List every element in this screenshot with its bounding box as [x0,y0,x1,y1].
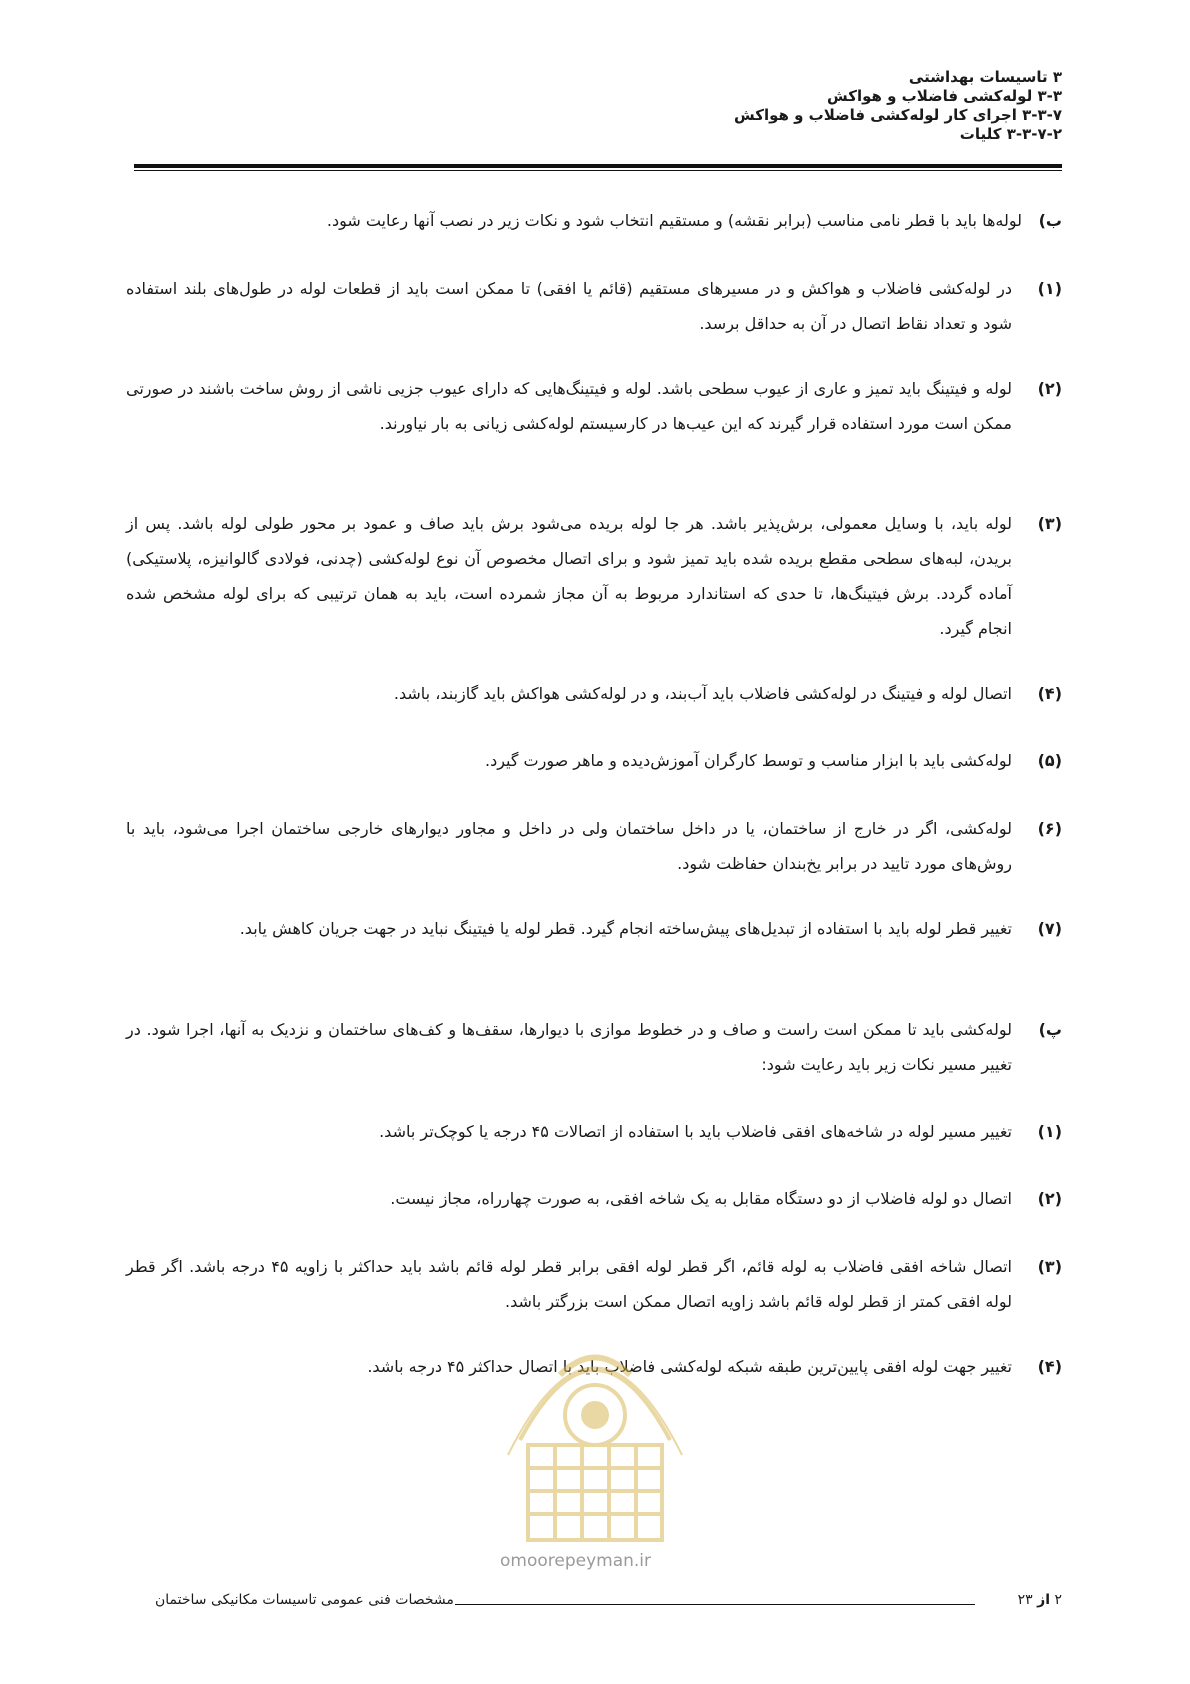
paragraph-text: اتصال لوله و فیتینگ در لوله‌کشی فاضلاب باید آب‌بند، و در لوله‌کشی هواکش باید گازبند، باشد. [393,684,1012,703]
paragraph-text: لوله باید، با وسایل معمولی، برش‌پذیر باشد. هر جا لوله بریده می‌شود برش باید صاف و عمود بر محور طولی لوله باشد. پس از بریدن، لبه‌های سطحی مقطع بریده شده باید تمیز شود و برای اتصال مخصوص آن نوع لوله‌کشی (چدنی، فولادی گالوانیزه، پلاستیکی) آماده گردد. برش فیتینگ‌ها، تا حدی که استاندارد مربوط به آن مجاز شمرده است، باید به همان ترتیبی که برای لوله مشخص شده انجام گیرد. [126,514,1012,638]
paragraph-number: (۵) [1037,751,1062,770]
header-rule-thick [134,164,1062,168]
paragraph-b [200,203,1062,238]
paragraph-number: (۴) [1037,1357,1062,1376]
header-chapter: ۳ تاسیسات بهداشتی [908,68,1062,86]
header-section: ۳-۳ لوله‌کشی فاضلاب و هواکش [827,87,1062,105]
paragraph-text: لوله‌کشی، اگر در خارج از ساختمان، یا در داخل ساختمان ولی در داخل و مجاور دیوارهای خارجی ساختمان اجرا می‌شود، باید با روش‌های مورد تایید در برابر یخ‌بندان حفاظت شود. [126,819,1012,873]
paragraph-number: پ) [1038,1020,1062,1039]
paragraph-number: (۱) [1037,279,1062,298]
page-current: ۲ [1054,1592,1062,1608]
paragraph-text: در لوله‌کشی فاضلاب و هواکش و در مسیرهای مستقیم (قائم یا افقی) تا ممکن است باید از قطعات لوله در طول‌های بلند استفاده شود و تعداد نقاط اتصال در آن به حداقل برسد. [126,279,1012,333]
footer-page-number [1018,1592,1062,1608]
paragraph-text: اتصال شاخه افقی فاضلاب به لوله قائم، اگر قطر لوله افقی برابر قطر لوله قائم باشد باید حداکثر با زاویه ۴۵ درجه باشد. اگر قطر لوله افقی کمتر از قطر لوله قائم باشد زاویه اتصال ممکن است بزرگتر باشد. [126,1257,1012,1311]
list-item-b-6 [126,811,1062,881]
page-total: ۲۳ [1017,1592,1033,1608]
paragraph-text: لوله‌کشی باید با ابزار مناسب و توسط کارگران آموزش‌دیده و ماهر صورت گیرد. [484,751,1012,770]
paragraph-number: (۳) [1037,1257,1062,1276]
paragraph-text: تغییر جهت لوله افقی پایین‌ترین طبقه شبکه لوله‌کشی فاضلاب باید با اتصال حداکثر ۴۵ درجه باشد. [367,1357,1012,1376]
paragraph-text: تغییر مسیر لوله در شاخه‌های افقی فاضلاب باید با استفاده از اتصالات ۴۵ درجه یا کوچک‌تر باشد. [379,1122,1012,1141]
list-item-b-2 [126,371,1062,441]
footer-document-title: مشخصات فنی عمومی تاسیسات مکانیکی ساختمان [155,1592,454,1608]
list-item-b-1 [126,271,1062,341]
paragraph-number: (۶) [1037,819,1062,838]
page-of-label: از [1037,1592,1051,1608]
paragraph-text: تغییر قطر لوله باید با استفاده از تبدیل‌های پیش‌ساخته انجام گیرد. قطر لوله یا فیتینگ نباید در جهت جریان کاهش یابد. [239,919,1012,938]
list-item-p-3 [126,1249,1062,1319]
paragraph-number: (۴) [1037,684,1062,703]
list-item-b-3 [126,506,1062,646]
header-rule-thin [134,170,1062,171]
list-item-b-5 [200,743,1062,778]
paragraph-number: ب) [1038,211,1062,230]
paragraph-number: (۱) [1037,1122,1062,1141]
list-item-p-2 [200,1181,1062,1216]
paragraph-number: (۷) [1037,919,1062,938]
list-item-b-7 [126,911,1062,946]
footer-rule [455,1604,975,1605]
header-subsection: ۳-۳-۷ اجرای کار لوله‌کشی فاضلاب و هواکش [734,106,1062,124]
paragraph-number: (۲) [1037,379,1062,398]
watermark-logo-icon [490,1320,700,1550]
paragraph-text: اتصال دو لوله فاضلاب از دو دستگاه مقابل به یک شاخه افقی، به صورت چهارراه، مجاز نیست. [390,1189,1012,1208]
paragraph-text: لوله‌کشی باید تا ممکن است راست و صاف و در خطوط موازی با دیوارها، سقف‌ها و کف‌های ساختمان و نزدیک به آنها، اجرا شود. در تغییر مسیر نکات زیر باید رعایت شود: [126,1020,1012,1074]
paragraph-text: لوله و فیتینگ باید تمیز و عاری از عیوب سطحی باشد. لوله و فیتینگ‌هایی که دارای عیوب جزیی ناشی از روش ساخت باشند در صورتی ممکن است مورد استفاده قرار گیرند که این عیب‌ها در کارسیستم لوله‌کشی زیانی به بار نیاورند. [126,379,1012,433]
watermark-url: omoorepeyman.ir [500,1551,652,1571]
list-item-p-1 [200,1114,1062,1149]
section-header [734,68,1062,144]
list-item-b-4 [200,676,1062,711]
paragraph-number: (۲) [1037,1189,1062,1208]
header-topic: ۳-۳-۷-۲ کلیات [959,125,1062,143]
paragraph-p [126,1012,1062,1082]
paragraph-number: (۳) [1037,514,1062,533]
paragraph-text: لوله‌ها باید با قطر نامی مناسب (برابر نقشه) و مستقیم انتخاب شود و نکات زیر در نصب آنها رعایت شود. [326,211,1022,230]
